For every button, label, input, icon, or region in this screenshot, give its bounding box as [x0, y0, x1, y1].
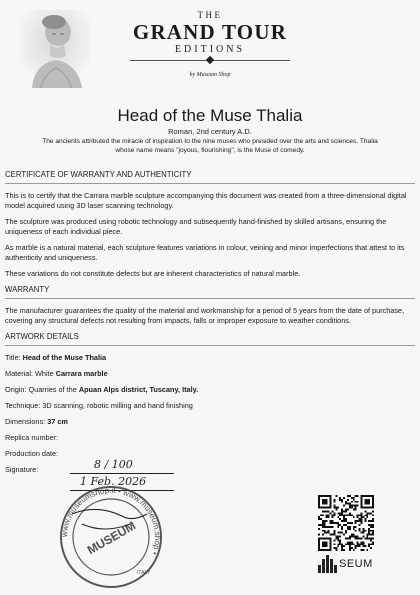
field-material [5, 369, 415, 385]
page-title: Head of the Muse Thalia [117, 106, 303, 125]
field-dimensions-value: 37 cm [47, 417, 68, 426]
logo-byline: by Museum Shop [189, 72, 231, 78]
qr-code[interactable] [318, 495, 374, 551]
certificate-paragraph: This is to certify that the Carrara marble sculpture accompanying this document was created from a three-dimensional digital model acquired using 3D laser scanning technology. [5, 191, 407, 210]
page-subtitle: Roman, 2nd century A.D. [168, 127, 252, 136]
muse-bust-image [20, 10, 90, 88]
divider [5, 183, 415, 184]
certificate-paragraph: These variations do not constitute defects but are inherent characteristics of natural marble. [5, 269, 301, 278]
field-signature [5, 465, 415, 481]
field-title-label: Title: [5, 353, 21, 362]
field-replica-label: Replica number: [5, 433, 59, 442]
divider [5, 345, 415, 346]
production-date-handwritten: 1 Feb. 2026 [80, 475, 147, 488]
logo-the: THE [197, 10, 223, 20]
replica-underline [70, 473, 174, 474]
certificate-body [5, 170, 415, 481]
field-technique [5, 401, 415, 417]
museum-logo-bars-icon [318, 555, 337, 573]
field-dimensions [5, 417, 415, 433]
museum-logo [318, 553, 373, 575]
field-material-value: Carrara marble [55, 369, 108, 378]
stamp-center-text: MUSEUM [84, 518, 139, 558]
field-production-label: Production date: [5, 449, 59, 458]
certificate-heading: CERTIFICATE OF WARRANTY AND AUTHENTICITY [5, 170, 192, 179]
museum-stamp [52, 484, 170, 590]
stamp-outer-textpath: www.museumshop.it • www.museum.shop • [59, 485, 163, 557]
field-title [5, 353, 415, 369]
logo-grand-tour: GRAND TOUR [132, 20, 288, 44]
stamp-italy-text: ITALY [137, 570, 151, 576]
field-origin-value: Apuan Alps district, Tuscany, Italy. [78, 385, 199, 394]
divider [5, 298, 415, 299]
field-origin [5, 385, 415, 401]
artwork-heading: ARTWORK DETAILS [5, 332, 79, 341]
field-dimensions-label: Dimensions: [5, 417, 46, 426]
field-origin-label: Origin: Quarries of the [5, 385, 77, 394]
field-signature-label: Signature: [5, 465, 39, 474]
field-production-date [5, 449, 415, 465]
certificate-paragraph: The sculpture was produced using robotic technology and subsequently hand-finished by skilled artisans, ensuring the uniqueness of each individual piece. [5, 217, 387, 236]
artwork-fields [5, 353, 415, 481]
intro-text: The ancients attributed the miracle of inspiration to the nine muses who presided over the arts and sciences. Thalia whose name means "joyous, flourishing", is the Muse of comedy. [42, 138, 378, 154]
field-replica [5, 433, 415, 449]
replica-number-handwritten: 8 / 100 [94, 458, 133, 471]
certificate-paragraph: As marble is a natural material, each sculpture features variations in colour, veining and minor imperfections that attest to its authenticity and uniqueness. [5, 243, 405, 262]
warranty-paragraph: The manufacturer guarantees the quality of the material and workmanship for a period of 5 years from the date of purchase, covering any structural defects not resulting from impacts, falls or improper exposure to weather conditions. [5, 306, 405, 325]
field-technique-text: Technique: 3D scanning, robotic milling and hand finishing [5, 401, 193, 410]
field-material-label: Material: White [5, 369, 54, 378]
museum-logo-text: SEUM [339, 558, 373, 570]
logo-diamond-icon [206, 56, 214, 64]
warranty-heading: WARRANTY [5, 285, 50, 294]
logo-editions: EDITIONS [174, 44, 246, 55]
field-title-value: Head of the Muse Thalia [22, 353, 107, 362]
